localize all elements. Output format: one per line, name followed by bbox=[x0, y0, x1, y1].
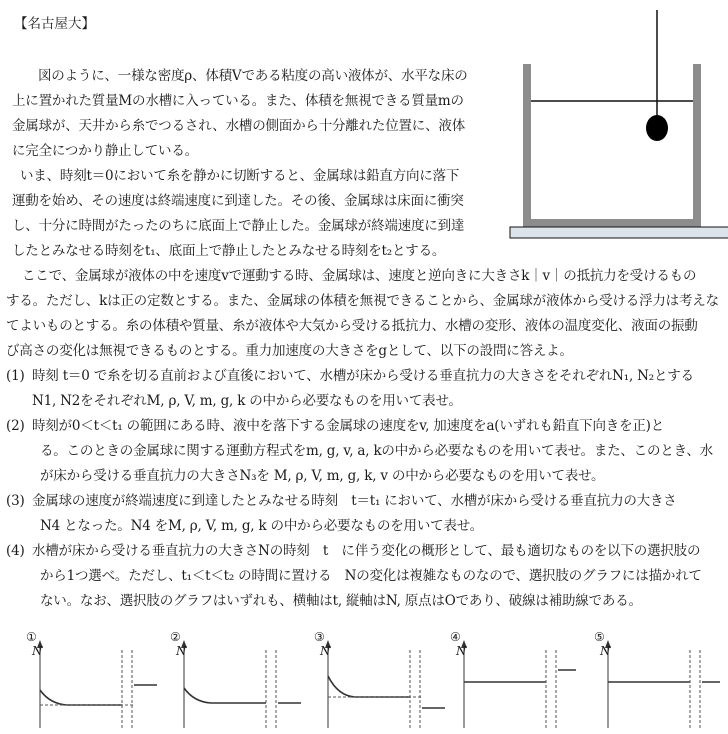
metal-ball bbox=[646, 115, 668, 141]
tank-left-wall bbox=[523, 64, 531, 227]
body-line: てよいものとする。糸の体積や質量、糸が液体や大気から受ける抵抗力、水槽の変形、液体の温度変化、液面の振動 bbox=[6, 318, 698, 334]
graph-plot bbox=[22, 630, 162, 730]
intro-line: したとみなせる時刻をt₁、底面上で静止したとみなせる時刻をt₂とする。 bbox=[12, 243, 446, 259]
choice-number: ④ bbox=[450, 630, 461, 644]
question-line: 金属球の速度が終端速度に到達したとみなせる時刻 t＝t₁ において、水槽が床から受ける垂直抗力の大きさ bbox=[32, 493, 677, 509]
choice-graph-3[interactable] bbox=[310, 630, 440, 730]
question-line: ない。なお、選択肢のグラフはいずれも、横軸はt, 縦軸はN, 原点はOであり、破線は補助線である。 bbox=[40, 593, 642, 609]
axis-n-label: N bbox=[320, 644, 331, 658]
axis-n-label: N bbox=[32, 644, 43, 658]
question-line: が床から受ける垂直抗力の大きさN₃を M, ρ, V, m, g, k, v の中から必要なものを用いて表せ。 bbox=[40, 468, 605, 484]
choice-graph-2[interactable] bbox=[166, 630, 296, 730]
question-line: N1, N2をそれぞれM, ρ, V, m, g, k の中から必要なものを用いて表せ。 bbox=[32, 393, 462, 409]
body-line: する。ただし、kは正の定数とする。また、金属球の体積を無視できることから、金属球が液体から受ける浮力は考えな bbox=[6, 293, 719, 309]
question-number: (2) bbox=[6, 418, 25, 434]
question-line: から1つ選べ。ただし、t₁＜t＜t₂ の時間に置ける Nの変化は複雑なものなので、選択肢のグラフには描かれて bbox=[40, 568, 702, 584]
graph-plot bbox=[446, 630, 586, 730]
question-line: 時刻が0＜t＜t₁ の範囲にある時、液中を落下する金属球の速度をv, 加速度をa(いずれも鉛直下向きを正)と bbox=[32, 418, 665, 434]
intro-line: 金属球が、天井から糸でつるされ、水槽の側面から十分離れた位置に、液体 bbox=[12, 118, 466, 134]
apparatus-figure bbox=[500, 0, 728, 242]
tank-right-wall bbox=[693, 64, 701, 227]
graph-plot bbox=[166, 630, 306, 730]
graph-plot bbox=[310, 630, 450, 730]
question-line: 水槽が床から受ける垂直抗力の大きさNの時刻 t に伴う変化の概形として、最も適切なものを以下の選択肢の bbox=[32, 543, 701, 559]
question-line: 時刻 t＝0 で糸を切る直前および直後において、水槽が床から受ける垂直抗力の大きさをそれぞれN₁, N₂とする bbox=[32, 368, 694, 384]
choice-number: ③ bbox=[314, 630, 325, 644]
choice-number: ② bbox=[170, 630, 181, 644]
axis-n-label: N bbox=[600, 644, 611, 658]
tank-bottom bbox=[523, 219, 701, 227]
intro-line: 図のように、一様な密度ρ、体積Vである粘度の高い液体が、水平な床の bbox=[38, 68, 468, 84]
source-label: 【名古屋大】 bbox=[14, 16, 95, 32]
question-line: N4 となった。N4 をM, ρ, V, m, g, k の中から必要なものを用いて表せ。 bbox=[40, 518, 483, 534]
question-number: (3) bbox=[6, 493, 25, 509]
body-line: ここで、金属球が液体の中を速度vで運動する時、金属球は、速度と逆向きに大きさk｜v｜の抵抗力を受けるもの bbox=[22, 268, 697, 284]
question-number: (1) bbox=[6, 368, 25, 384]
intro-line: 上に置かれた質量Mの水槽に入っている。また、体積を無視できる質量mの bbox=[12, 93, 464, 109]
intro-line: いま、時刻t＝0において糸を静かに切断すると、金属球は鉛直方向に落下 bbox=[20, 168, 460, 184]
body-line: び高さの変化は無視できるものとする。重力加速度の大きさをgとして、以下の設問に答えよ。 bbox=[6, 343, 573, 359]
intro-line: し、十分に時間がたったのちに底面上で静止した。金属球が終端速度に到達 bbox=[12, 218, 465, 234]
choice-graph-1[interactable] bbox=[22, 630, 152, 730]
choice-graph-4[interactable] bbox=[446, 630, 576, 730]
question-line: る。このときの金属球に関する運動方程式をm, g, v, a, kの中から必要なものを用いて表せ。また、このとき、水 bbox=[40, 443, 713, 459]
floor bbox=[510, 227, 728, 238]
choice-graph-5[interactable] bbox=[590, 630, 720, 730]
intro-line: 運動を始め、その速度は終端速度に到達した。その後、金属球は床面に衝突 bbox=[12, 193, 464, 209]
axis-n-label: N bbox=[456, 644, 467, 658]
axis-n-label: N bbox=[176, 644, 187, 658]
question-number: (4) bbox=[6, 543, 25, 559]
intro-line: に完全につかり静止している。 bbox=[12, 143, 198, 159]
choice-number: ⑤ bbox=[594, 630, 605, 644]
choice-number: ① bbox=[26, 630, 37, 644]
